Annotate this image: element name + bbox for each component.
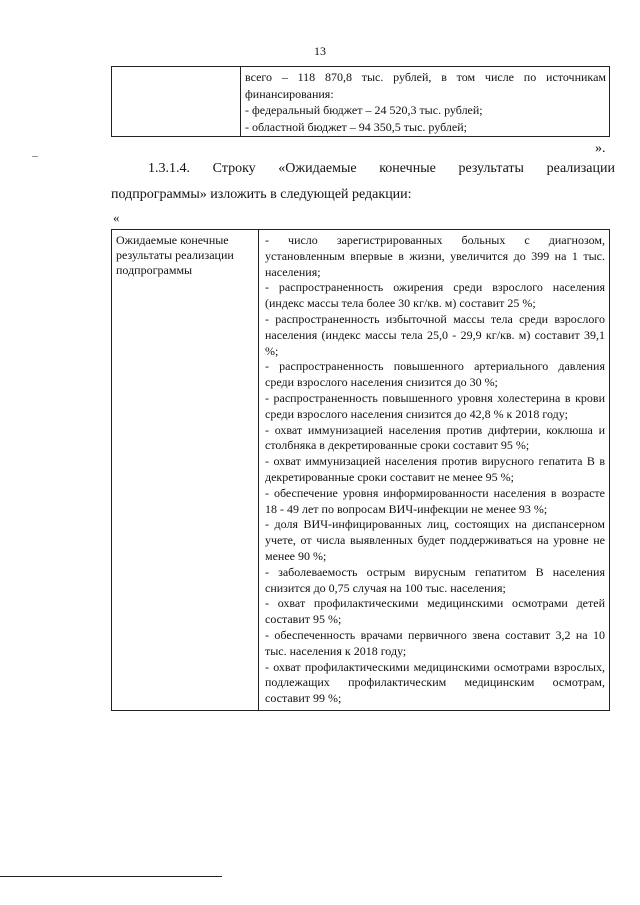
opening-quote: « [113,210,120,225]
table-row [112,230,610,711]
closing-quote: ». [595,141,606,156]
result-item: - охват профилактическими медицинскими осмотрами детей составит 95 %; [265,596,605,627]
result-item: - обеспечение уровня информированности населения в возрасте 18 - 49 лет по вопросам ВИЧ-инфекции не менее 93 %; [265,485,605,516]
result-item: - обеспеченность врачами первичного звена составит 3,2 на 10 тыс. населения к 2018 году; [265,627,605,658]
page-number: 13 [314,44,326,58]
result-item: - охват иммунизацией населения против вирусного гепатита В в декретированные сроки составит не менее 95 %; [265,454,605,484]
financing-federal: - федеральный бюджет – 24 520,3 тыс. рублей; [245,103,483,117]
empty-label-cell [112,67,241,137]
footnote-divider [0,876,222,877]
margin-mark [32,156,38,157]
result-item: - число зарегистрированных больных с диагнозом, установленным впервые в жизни, увеличится до 399 на 1 тыс. населения; [265,233,605,279]
paragraph-line-2: подпрограммы» изложить в следующей редакции: [111,187,412,202]
financing-total: всего – 118 870,8 тыс. рублей, в том числе по источникам финансирования: [245,70,606,101]
results-content-cell [259,230,610,711]
result-item: - распространенность повышенного уровня холестерина в крови среди взрослого населения снизится до 42,8 % к 2018 году; [265,390,605,421]
table-row [112,67,610,137]
result-item: - заболеваемость острым вирусным гепатитом В населения снизится до 0,75 случая на 100 тыс. населения; [265,564,605,595]
result-item: - распространенность ожирения среди взрослого населения (индекс массы тела более 30 кг/кв. м) составит 25 %; [265,280,605,311]
result-item: - охват профилактическими медицинскими осмотрами взрослых, подлежащих профилактическим медицинским осмотрам, составит 99 %; [265,659,605,706]
results-table [111,229,610,711]
result-item: - распространенность избыточной массы тела среди взрослого населения (индекс массы тела 25,0 - 29,9 кг/кв. м) составит 39,1 %; [265,311,605,358]
result-item: - доля ВИЧ-инфицированных лиц, состоящих на диспансерном учете, от числа выявленных будет поддерживаться на уровне не менее 90 %; [265,517,605,563]
result-item: - распространенность повышенного артериального давления среди взрослого населения снизится до 30 %; [265,359,605,390]
financing-regional: - областной бюджет – 94 350,5 тыс. рублей; [245,119,467,134]
financing-table [111,66,610,137]
financing-cell [241,67,610,137]
result-item: - охват иммунизацией населения против дифтерии, коклюша и столбняка в декретированные сроки составит 95 %; [265,422,605,453]
paragraph-line-1: 1.3.1.4. Строку «Ожидаемые конечные результаты реализации [148,161,615,176]
results-label-cell: Ожидаемые конечные результаты реализации подпрограммы [112,230,259,711]
